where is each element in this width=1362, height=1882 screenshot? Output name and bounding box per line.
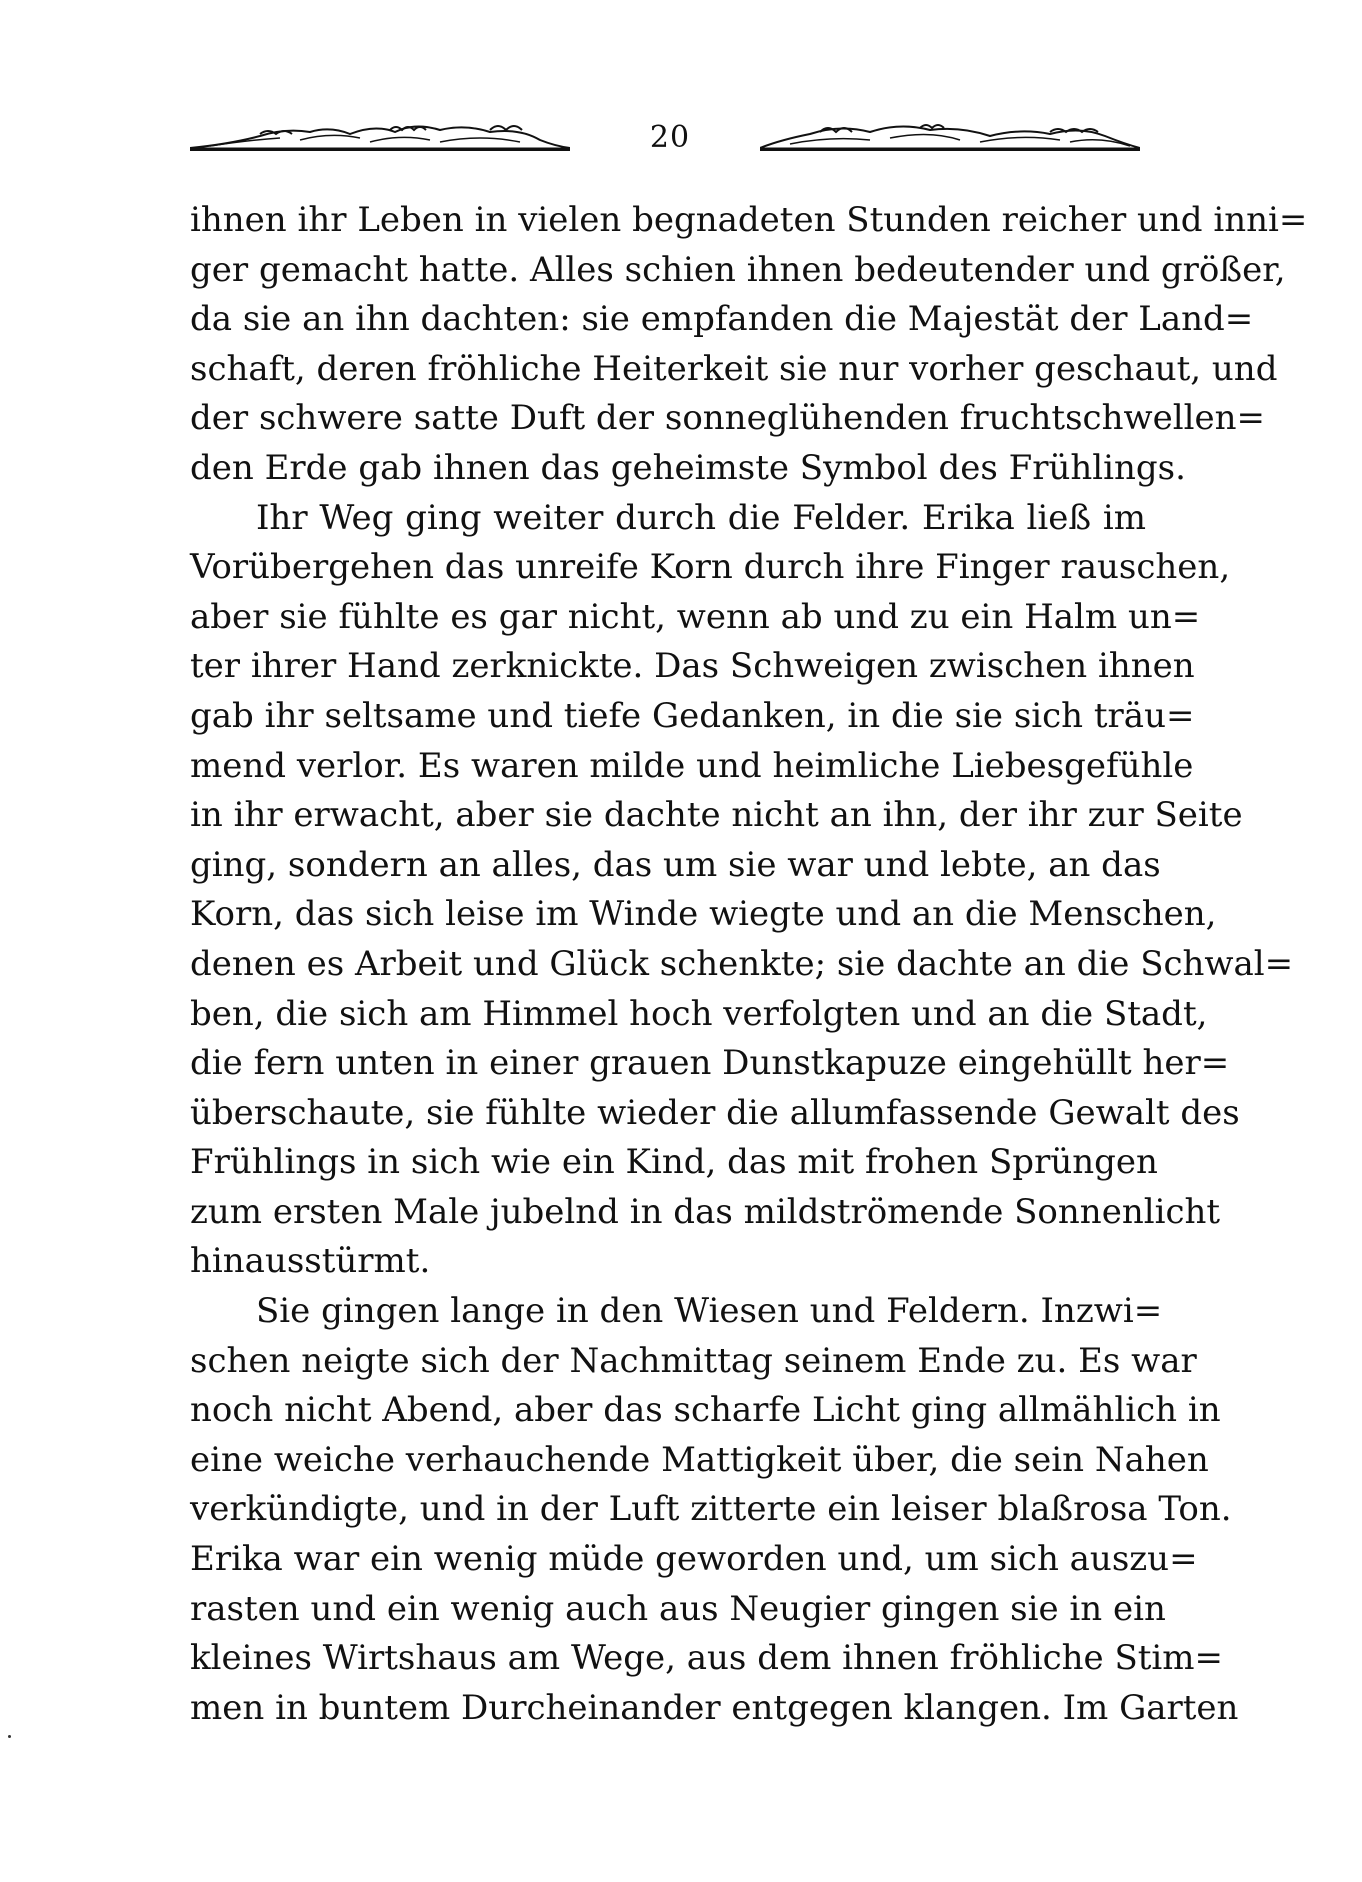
text-line: da sie an ihn dachten: sie empfanden die Majestät der Land= [190,299,1254,340]
landscape-ornament-left-icon [190,118,570,154]
text-line: zum ersten Male jubelnd in das mildströmende Sonnenlicht [190,1191,1221,1232]
text-line: aber sie fühlte es gar nicht, wenn ab und zu ein Halm un= [190,596,1201,637]
text-line: schaft, deren fröhliche Heiterkeit sie nur vorher geschaut, und [190,348,1278,389]
text-line: mend verlor. Es waren milde und heimliche Liebesgefühle [190,745,1194,786]
text-line: hinausstürmt. [190,1241,431,1282]
text-line: kleines Wirtshaus am Wege, aus dem ihnen fröhliche Stim= [190,1638,1223,1679]
text-line: der schwere satte Duft der sonneglühenden fruchtschwellen= [190,398,1265,439]
text-line: ter ihrer Hand zerknickte. Das Schweigen zwischen ihnen [190,646,1195,687]
text-line: die fern unten in einer grauen Dunstkapuze eingehüllt her= [190,1043,1230,1084]
scan-speck [8,1735,11,1738]
text-line: noch nicht Abend, aber das scharfe Licht ging allmählich in [190,1390,1221,1431]
text-line: denen es Arbeit und Glück schenkte; sie dachte an die Schwal= [190,943,1294,984]
landscape-ornament-right-icon [760,118,1140,154]
page-header [190,100,1140,170]
text-line: rasten und ein wenig auch aus Neugier gingen sie in ein [190,1588,1166,1629]
text-line: den Erde gab ihnen das geheimste Symbol des Frühlings. [190,447,1186,488]
text-line: gab ihr seltsame und tiefe Gedanken, in die sie sich träu= [190,695,1195,736]
text-line: Vorübergehen das unreife Korn durch ihre Finger rauschen, [190,547,1231,588]
text-line: men in buntem Durcheinander entgegen klangen. Im Garten [190,1687,1239,1728]
paragraph-start-line: Ihr Weg ging weiter durch die Felder. Erika ließ im [256,497,1146,538]
text-line: Erika war ein wenig müde geworden und, um sich auszu= [190,1539,1198,1580]
paragraph-start-line: Sie gingen lange in den Wiesen und Feldern. Inzwi= [256,1291,1163,1332]
body-text [190,196,1308,1733]
text-line: ben, die sich am Himmel hoch verfolgten und an die Stadt, [190,993,1208,1034]
text-line: ging, sondern an alles, das um sie war und lebte, an das [190,844,1161,885]
text-line: überschaute, sie fühlte wieder die allumfassende Gewalt des [190,1092,1240,1133]
text-line: verkündigte, und in der Luft zitterte ein leiser blaßrosa Ton. [190,1489,1232,1530]
text-line: ger gemacht hatte. Alles schien ihnen bedeutender und größer, [190,249,1286,290]
text-line: eine weiche verhauchende Mattigkeit über, die sein Nahen [190,1439,1209,1480]
text-line: in ihr erwacht, aber sie dachte nicht an ihn, der ihr zur Seite [190,795,1243,836]
text-line: schen neigte sich der Nachmittag seinem Ende zu. Es war [190,1340,1197,1381]
text-line: Frühlings in sich wie ein Kind, das mit frohen Sprüngen [190,1142,1158,1183]
page-number: 20 [649,120,691,155]
text-line: Korn, das sich leise im Winde wiegte und an die Menschen, [190,894,1217,935]
text-line: ihnen ihr Leben in vielen begnadeten Stunden reicher und inni= [190,200,1308,240]
